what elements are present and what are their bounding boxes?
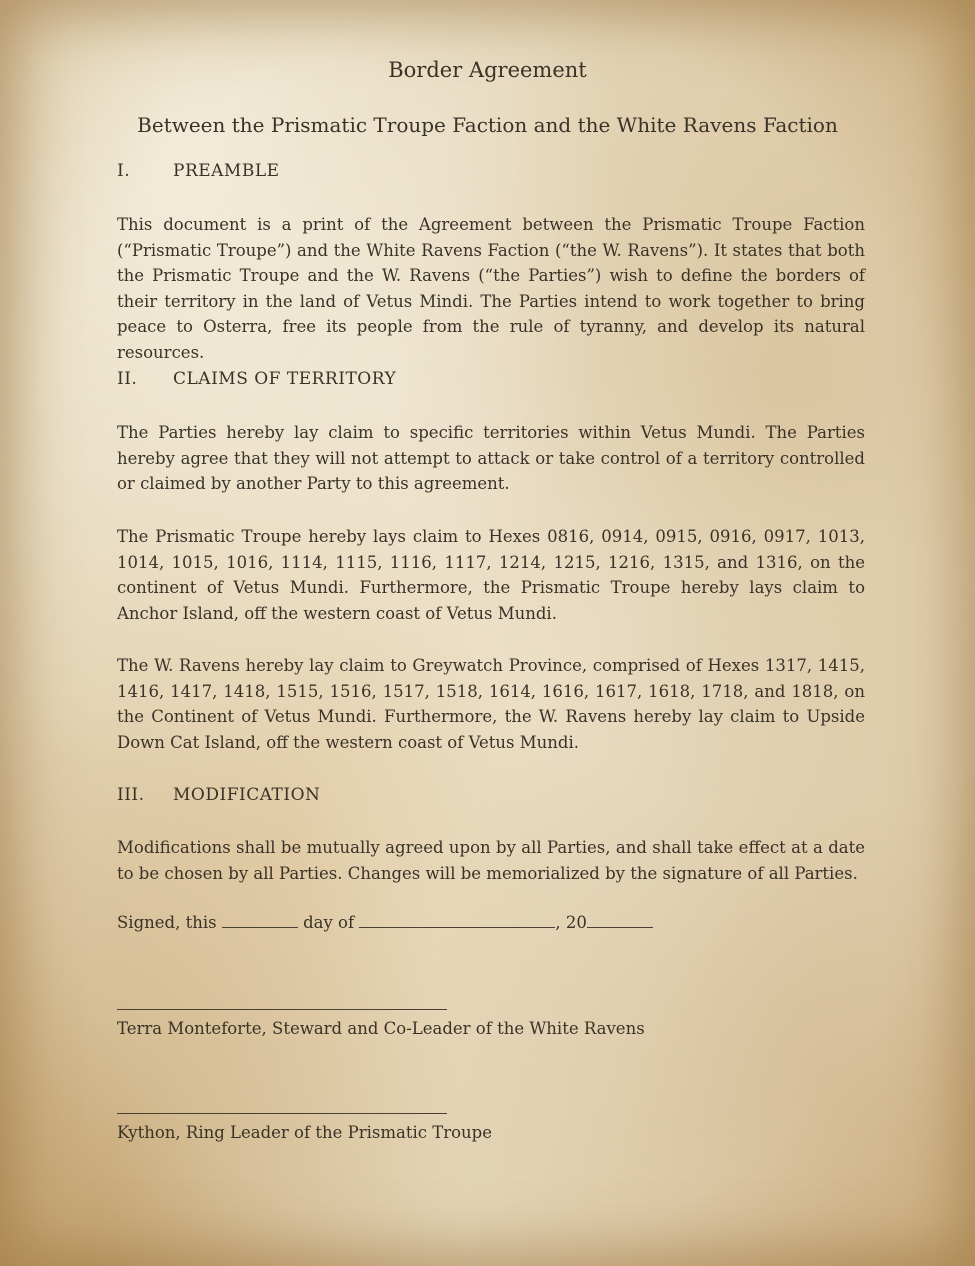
prismatic-claim-paragraph: The Prismatic Troupe hereby lays claim to Hexes 0816, 0914, 0915, 0916, 0917, 1013, 1014, 1015, 1016, 1114, 1115, 1116, 1117, 1214, 1215, 1216, 1315, and 1316, on the continent of Vetus Mundi. Furthermore, the Prismatic Troupe hereby lays claim to Anchor Island, off the western coast of Vetus Mundi. — [117, 527, 865, 623]
section-heading-modification — [117, 785, 320, 805]
section-number: I. — [117, 161, 131, 181]
document-title: Border Agreement — [388, 58, 587, 82]
section-number: II. — [117, 369, 138, 389]
signed-line — [117, 913, 653, 932]
year-prefix: , 20 — [555, 913, 587, 932]
document-subtitle: Between the Prismatic Troupe Faction and the White Ravens Faction — [137, 113, 838, 137]
signature-line-ravens — [117, 1009, 447, 1010]
section-title: PREAMBLE — [173, 161, 280, 181]
signatory-troupe: Kython, Ring Leader of the Prismatic Troupe — [117, 1123, 492, 1142]
ravens-claim-paragraph: The W. Ravens hereby lay claim to Greywatch Province, comprised of Hexes 1317, 1415, 1416, 1417, 1418, 1515, 1516, 1517, 1518, 1614, 1616, 1617, 1618, 1718, and 1818, on the Continent of Vetus Mundi. Furthermore, the W. Ravens hereby lay claim to Upside Down Cat Island, off the western coast of Vetus Mundi. — [117, 656, 865, 752]
signature-line-troupe — [117, 1113, 447, 1114]
signatory-ravens: Terra Monteforte, Steward and Co-Leader of the White Ravens — [117, 1019, 645, 1038]
modification-paragraph: Modifications shall be mutually agreed upon by all Parties, and shall take effect at a date to be chosen by all Parties. Changes will be memorialized by the signature of all Parties. — [117, 838, 865, 883]
year-blank — [587, 913, 653, 928]
preamble-paragraph: This document is a print of the Agreement between the Prismatic Troupe Faction (“Prismatic Troupe”) and the White Ravens Faction (“the W. Ravens”). It states that both the Prismatic Troupe and the W. Ravens (“the Parties”) wish to define the borders of their territory in the land of Vetus Mindi. The Parties intend to work together to bring peace to Osterra, free its people from the rule of tyranny, and develop its natural resources. — [117, 215, 865, 362]
claims-paragraph: The Parties hereby lay claim to specific territories within Vetus Mundi. The Parties hereby agree that they will not attempt to attack or take control of a territory controlled or claimed by another Party to this agreement. — [117, 423, 865, 494]
month-blank — [359, 913, 555, 928]
section-title: CLAIMS OF TERRITORY — [173, 369, 397, 389]
section-heading-claims — [117, 369, 396, 389]
day-of-label: day of — [303, 913, 355, 932]
section-number: III. — [117, 785, 145, 805]
section-title: MODIFICATION — [173, 785, 321, 805]
signed-prefix: Signed, this — [117, 913, 217, 932]
day-blank — [222, 913, 298, 928]
section-heading-preamble — [117, 161, 280, 181]
